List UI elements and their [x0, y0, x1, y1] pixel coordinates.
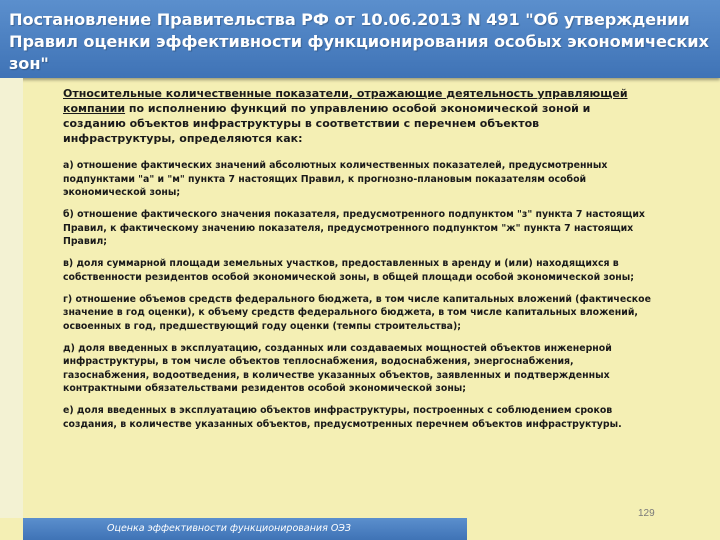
slide-body: [63, 86, 653, 440]
list-item-d: д) доля введенных в эксплуатацию, созданных или создаваемых мощностей объектов инженерной инфраструктуры, в том числе объектов теплоснабжения, водоснабжения, энергоснабжения, газоснабжения, водоотведения, в количестве указанных объектов, заявленных и подтвержденных контрактными обязательствами резидентов особой экономической зоны;: [63, 342, 612, 394]
list-item-g: г) отношение объемов средств федерального бюджета, в том числе капитальных вложений (фактическое значение в год оценки), к объему средств федерального бюджета, в том числе капитальных вложений, освоенных в год, предшествующий году оценки (темпы строительства);: [63, 293, 651, 332]
list-item-b: б) отношение фактического значения показателя, предусмотренного подпунктом "з" пункта 7 настоящих Правил, к фактическому значению показателя, предусмотренного подпунктом "ж" пункта 7 настоящих Правил;: [63, 209, 645, 247]
slide-title: Постановление Правительства РФ от 10.06.2013 N 491 "Об утверждении Правил оценки эффективности функционирования особых экономических зон": [9, 10, 709, 73]
footer-text: Оценка эффективности функционирования ОЭЗ: [107, 523, 352, 534]
lead-underlined-text: Относительные количественные показатели, отражающие деятельность управляющей компании: [63, 87, 628, 115]
list-item-e: е) доля введенных в эксплуатацию объектов инфраструктуры, построенных с соблюдением сроков создания, в количестве указанных объектов, предусмотренных перечнем объектов инфраструктуры.: [63, 405, 622, 430]
slide-header: [0, 0, 720, 78]
lead-text: по исполнению функций по управлению особой экономической зоной и созданию объектов инфраструктуры в соответствии с перечнем объектов инфраструктуры, определяются как:: [63, 102, 591, 145]
lead-paragraph: [63, 86, 653, 146]
list-item-v: в) доля суммарной площади земельных участков, предоставленных в аренду и (или) находящихся в собственности резидентов особой экономической зоны, в общей площади особой экономической зоны;: [63, 258, 635, 283]
slide-footer: [23, 518, 467, 540]
left-margin-strip: [0, 78, 23, 518]
list-item-a: а) отношение фактических значений абсолютных количественных показателей, предусмотренных подпунктами "а" и "м" пункта 7 настоящих Правил, к прогнозно-плановым показателям особой экономической зоны;: [63, 160, 608, 198]
page-number: 129: [638, 508, 655, 519]
